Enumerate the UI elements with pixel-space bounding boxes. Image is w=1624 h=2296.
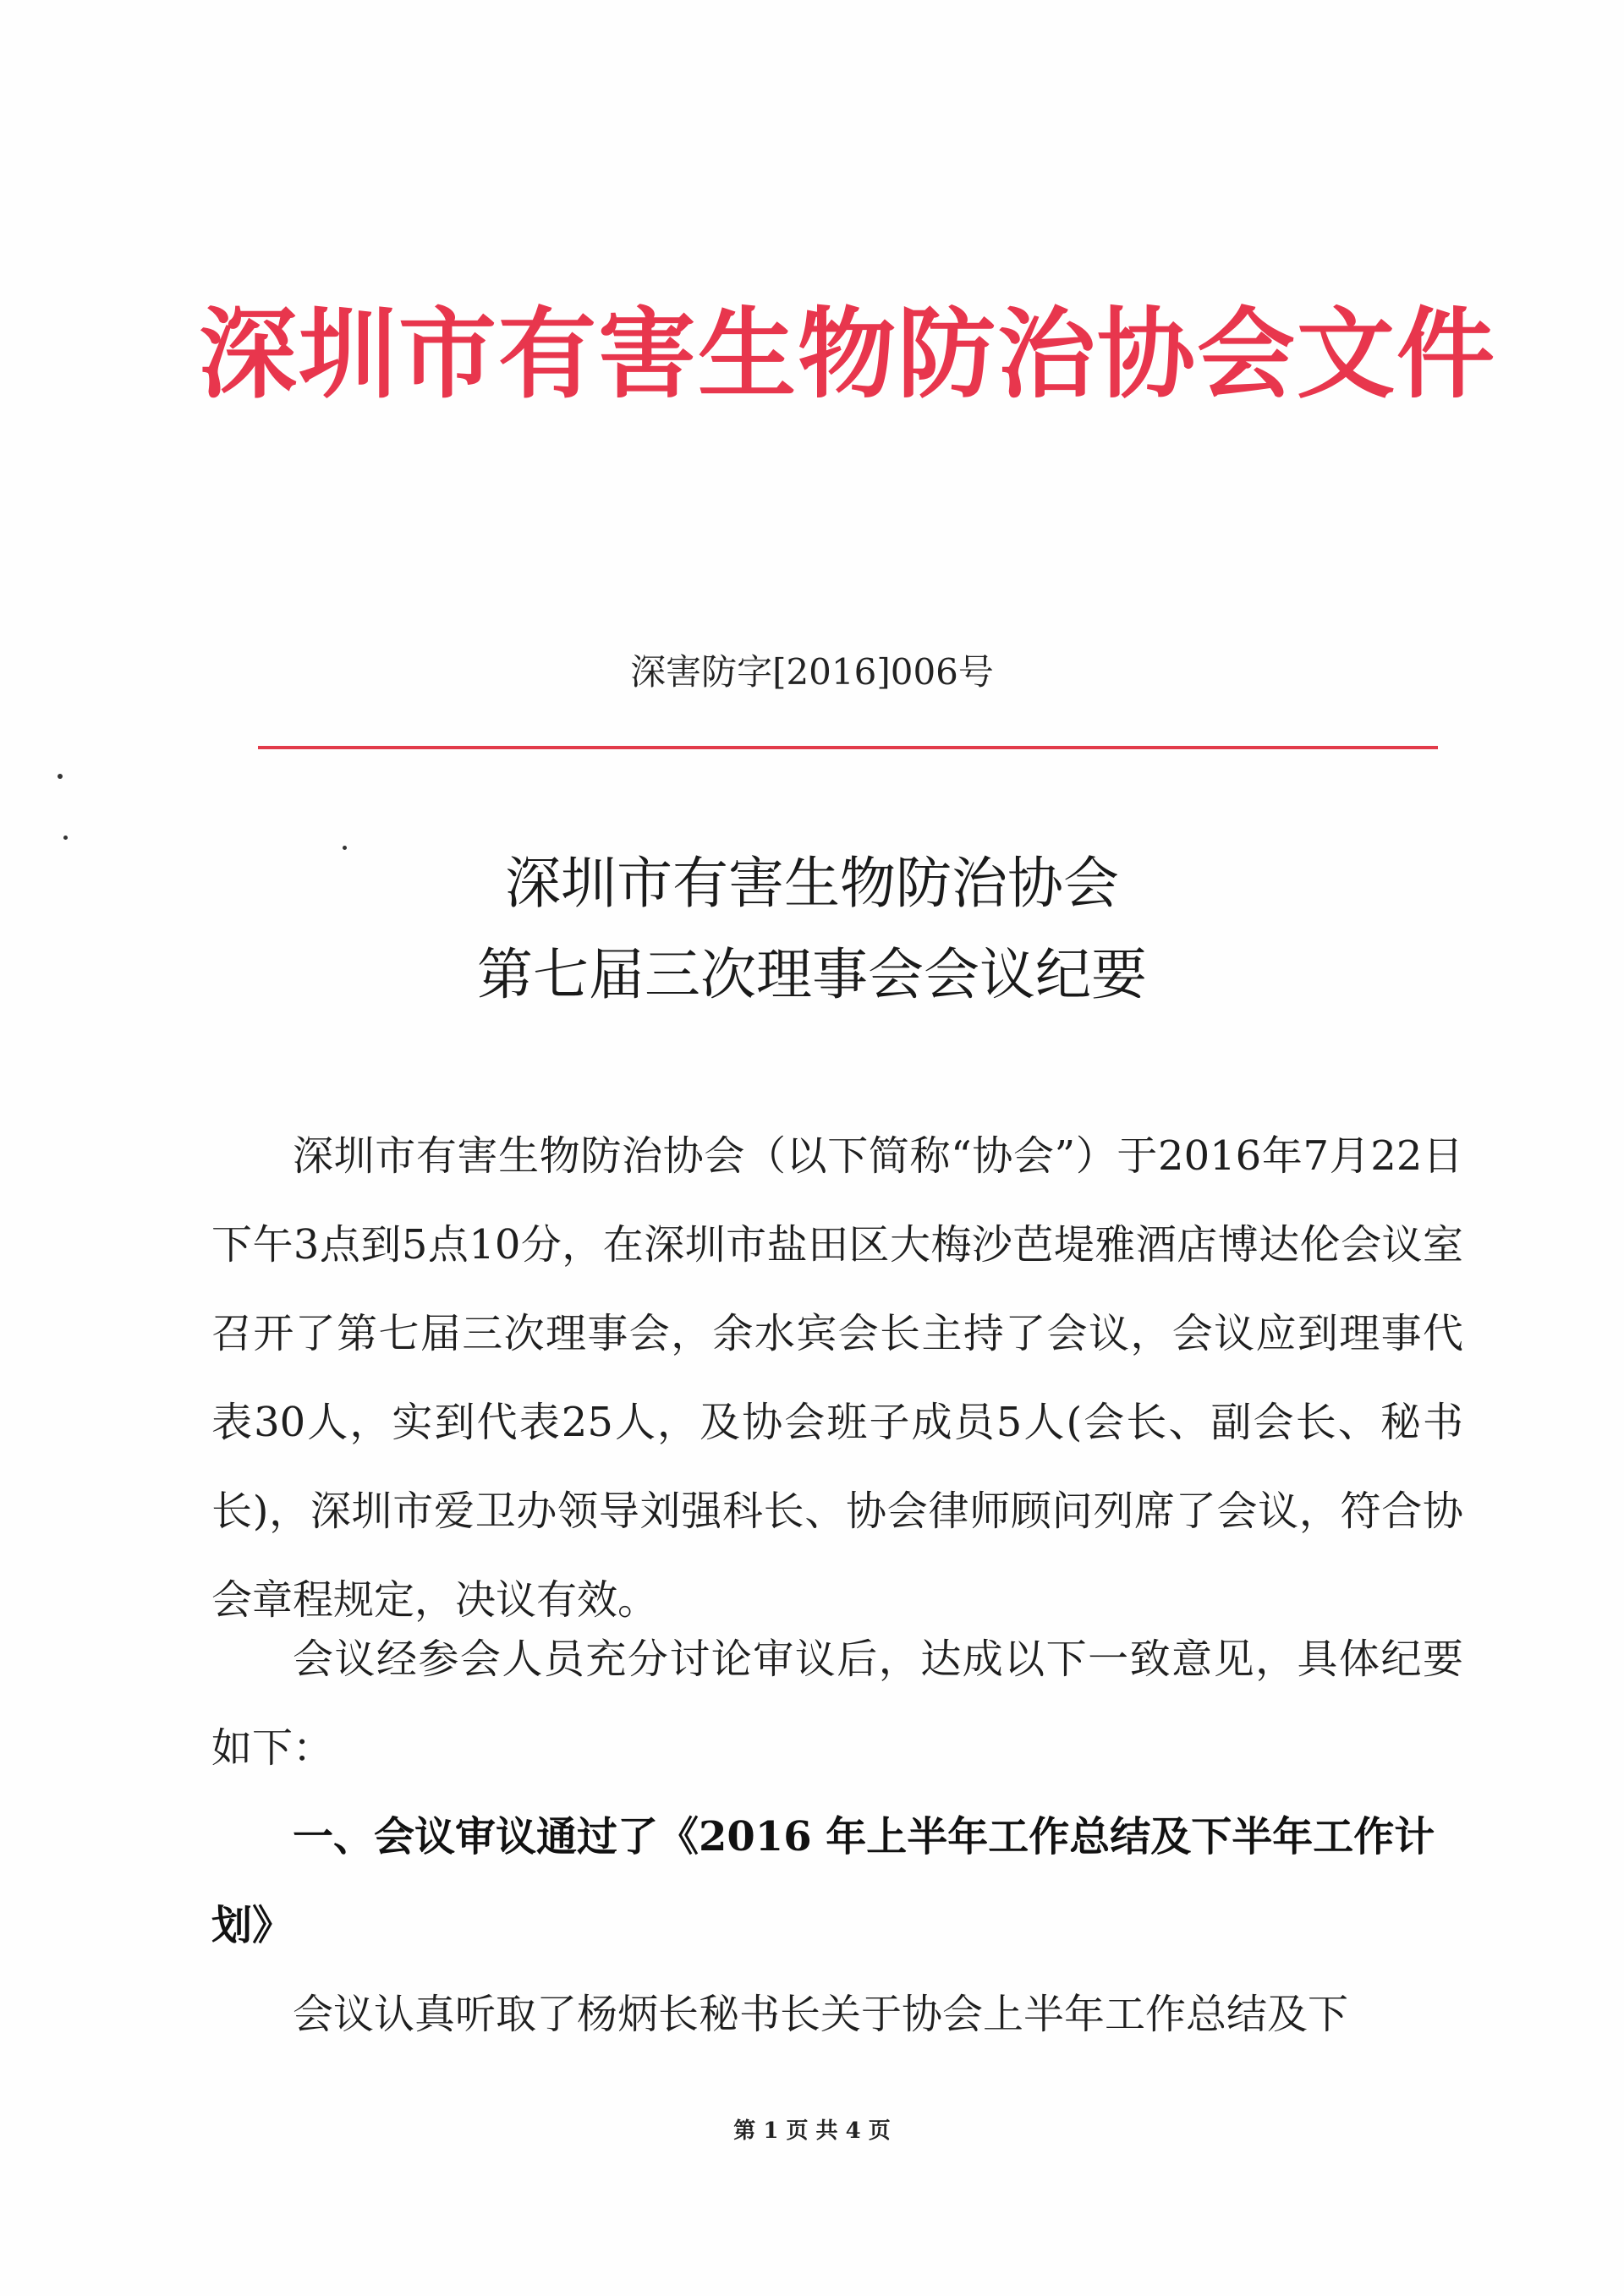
scan-speck bbox=[63, 836, 68, 840]
body-paragraph-1: 深圳市有害生物防治协会（以下简称“协会”）于2016年7月22日下午3点到5点10分，在深圳市盐田区大梅沙芭堤雅酒店博达伦会议室召开了第七届三次理事会，余水宾会长主持了会议，会议应到理事代表30人，实到代表25人，及协会班子成员5人(会长、副会长、秘书长)，深圳市爱卫办领导刘强科长、协会律师顾问列席了会议，符合协会章程规定，决议有效。 bbox=[211, 1132, 1463, 1624]
body-paragraph-2: 会议经参会人员充分讨论审议后，达成以下一致意见，具体纪要如下： bbox=[211, 1636, 1463, 1772]
scan-speck bbox=[343, 846, 347, 850]
red-letterhead: 深圳市有害生物防治协会文件 bbox=[199, 298, 1496, 412]
title-line-1: 深圳市有害生物防治协会 bbox=[505, 851, 1119, 916]
title-line-2: 第七届三次理事会会议纪要 bbox=[477, 942, 1147, 1007]
document-number: 深害防字[2016]006号 bbox=[630, 651, 994, 693]
page-footer: 第 1 页 共 4 页 bbox=[733, 2118, 891, 2144]
section-heading-1: 一、会议审议通过了《2016 年上半年工作总结及下半年工作计划》 bbox=[211, 1813, 1435, 1949]
red-divider-line bbox=[258, 746, 1438, 749]
scan-speck bbox=[58, 774, 63, 779]
body-paragraph-3: 会议认真听取了杨炳长秘书长关于协会上半年工作总结及下 bbox=[293, 1991, 1349, 2038]
